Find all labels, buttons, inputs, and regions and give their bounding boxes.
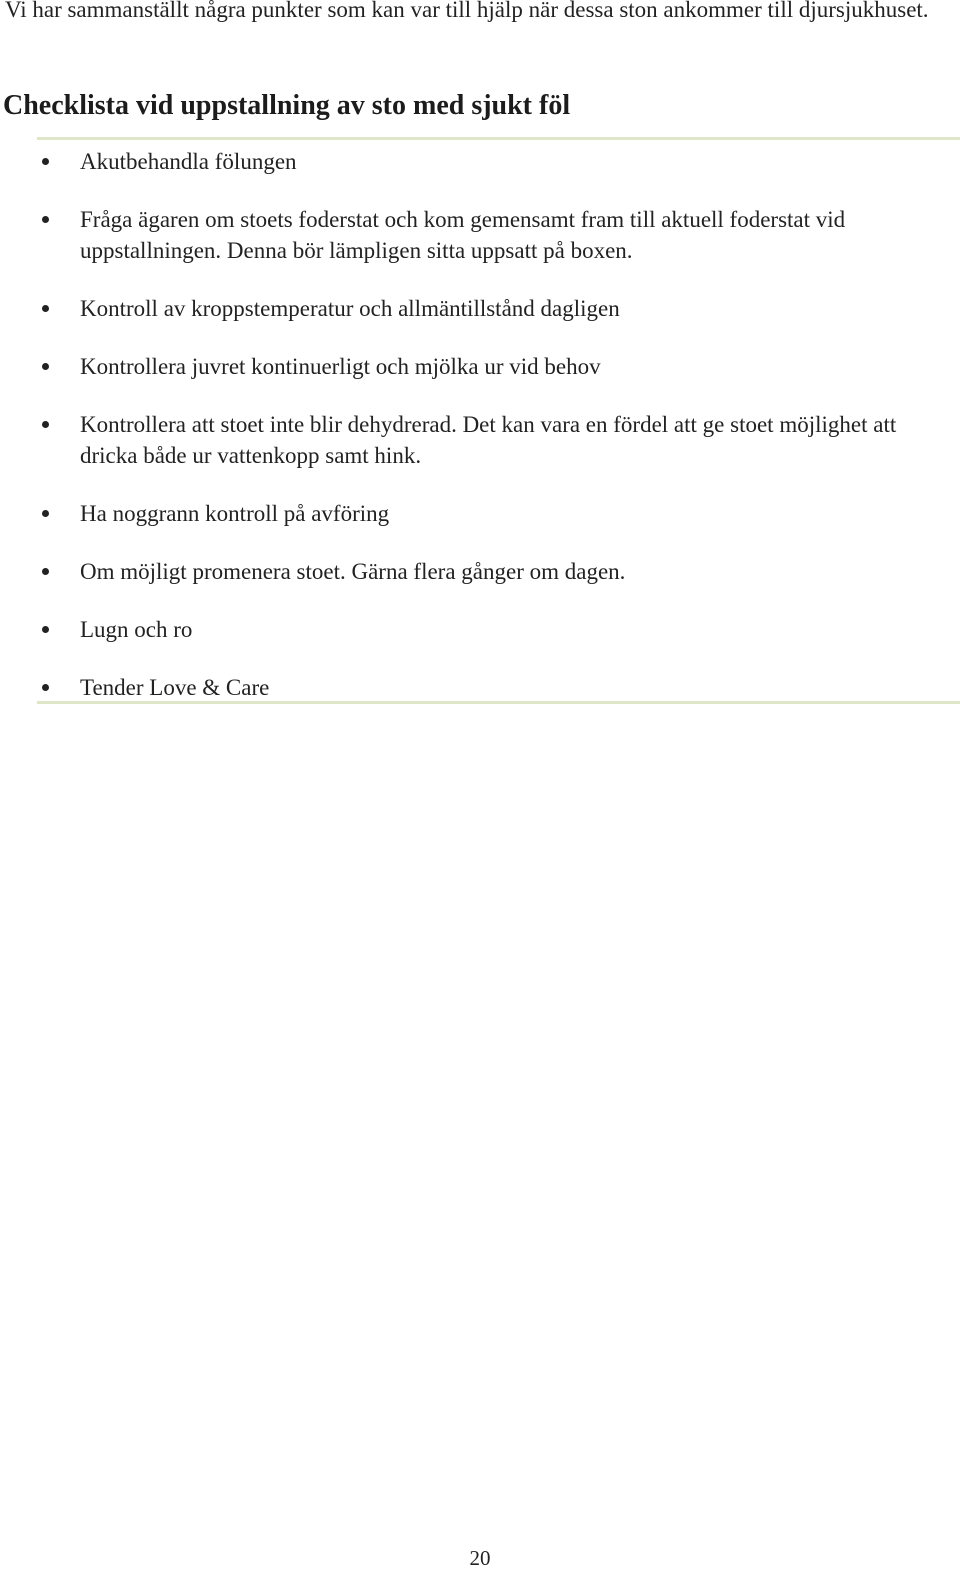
checklist-item xyxy=(0,293,960,324)
checklist xyxy=(0,146,960,730)
checklist-item-text: Fråga ägaren om stoets foderstat och kom gemensamt fram till aktuell foderstat vid uppstallningen. Denna bör lämpligen sitta uppsatt på boxen. xyxy=(80,207,846,263)
checklist-item xyxy=(0,556,960,587)
bullet-icon xyxy=(42,363,49,370)
checklist-item xyxy=(0,146,960,177)
checklist-item xyxy=(0,204,960,266)
checklist-item xyxy=(0,409,960,471)
checklist-item-text: Tender Love & Care xyxy=(80,675,270,700)
page-number: 20 xyxy=(469,1546,491,1570)
bullet-icon xyxy=(42,421,49,428)
bullet-icon xyxy=(42,305,49,312)
checklist-item-text: Ha noggrann kontroll på avföring xyxy=(80,501,390,526)
checklist-item-text: Om möjligt promenera stoet. Gärna flera gånger om dagen. xyxy=(80,559,626,584)
bullet-icon xyxy=(42,510,49,517)
checklist-bottom-rule xyxy=(37,701,960,704)
bullet-icon xyxy=(42,216,49,223)
section-heading: Checklista vid uppstallning av sto med sjukt föl xyxy=(3,90,571,121)
checklist-item xyxy=(0,614,960,645)
checklist-item-text: Kontrollera juvret kontinuerligt och mjölka ur vid behov xyxy=(80,354,601,379)
bullet-icon xyxy=(42,158,49,165)
checklist-item xyxy=(0,498,960,529)
intro-paragraph: Vi har sammanställt några punkter som kan var till hjälp när dessa ston ankommer till djursjukhuset. xyxy=(5,0,929,22)
checklist-item xyxy=(0,351,960,382)
bullet-icon xyxy=(42,684,49,691)
checklist-item-text: Kontrollera att stoet inte blir dehydrerad. Det kan vara en fördel att ge stoet möjlighet att dricka både ur vattenkopp samt hink. xyxy=(80,412,897,468)
bullet-icon xyxy=(42,626,49,633)
checklist-item-text: Kontroll av kroppstemperatur och allmäntillstånd dagligen xyxy=(80,296,620,321)
checklist-item xyxy=(0,672,960,703)
bullet-icon xyxy=(42,568,49,575)
checklist-item-text: Akutbehandla fölungen xyxy=(80,149,297,174)
checklist-item-text: Lugn och ro xyxy=(80,617,193,642)
heading-rule xyxy=(37,137,960,140)
